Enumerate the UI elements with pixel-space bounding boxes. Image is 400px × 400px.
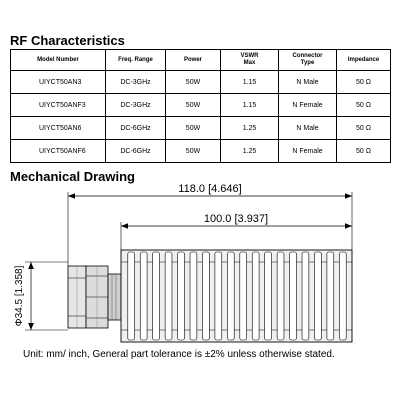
table-row	[11, 140, 391, 163]
heatsink-fin	[277, 252, 284, 340]
body-length-dimension	[121, 213, 352, 226]
mechanical-drawing	[0, 182, 400, 348]
model-number-cell: UIYCT50ANF6	[11, 140, 106, 163]
vswr-cell: 1.25	[221, 140, 279, 163]
power-cell: 50W	[166, 94, 221, 117]
n-connector	[68, 266, 121, 328]
connector-type-cell: N Male	[279, 117, 337, 140]
heatsink-fin	[327, 252, 334, 340]
heatsink-fin	[227, 252, 234, 340]
overall-length-dimension	[68, 183, 352, 196]
tolerance-note: Unit: mm/ inch, General part tolerance is ±2% unless otherwise stated.	[23, 349, 335, 360]
freq-range-cell: DC-6GHz	[106, 140, 166, 163]
vswr-cell: 1.15	[221, 71, 279, 94]
power-cell: 50W	[166, 71, 221, 94]
heatsink-fin	[252, 252, 259, 340]
model-number-cell: UIYCT50AN6	[11, 117, 106, 140]
column-header: Power	[166, 50, 221, 71]
connector-type-cell: N Female	[279, 140, 337, 163]
heatsink-body	[121, 250, 352, 342]
heatsink-fin	[153, 252, 160, 340]
heatsink-fin	[302, 252, 309, 340]
rf-spec-table	[10, 49, 391, 163]
diameter-dimension	[14, 262, 31, 330]
overall-length-label: 118.0 [4.646]	[178, 183, 242, 195]
body-length-label: 100.0 [3.937]	[203, 213, 269, 225]
vswr-cell: 1.15	[221, 94, 279, 117]
freq-range-cell: DC-6GHz	[106, 117, 166, 140]
heatsink-fin	[339, 252, 346, 340]
table-row	[11, 117, 391, 140]
power-cell: 50W	[166, 140, 221, 163]
rf-characteristics-title: RF Characteristics	[10, 33, 125, 48]
connector-type-cell: N Male	[279, 71, 337, 94]
diameter-label: Φ34.5 [1.358]	[14, 265, 25, 327]
mechanical-drawing-title: Mechanical Drawing	[10, 169, 135, 184]
heatsink-fin	[202, 252, 209, 340]
heatsink-fin	[240, 252, 247, 340]
freq-range-cell: DC-3GHz	[106, 94, 166, 117]
table-header-row	[11, 50, 391, 71]
impedance-cell: 50 Ω	[337, 117, 391, 140]
freq-range-cell: DC-3GHz	[106, 71, 166, 94]
column-header: Connector Type	[279, 50, 337, 71]
model-number-cell: UIYCT50AN3	[11, 71, 106, 94]
heatsink-fin	[178, 252, 185, 340]
column-header: Model Number	[11, 50, 106, 71]
heatsink-fin	[290, 252, 297, 340]
connector-type-cell: N Female	[279, 94, 337, 117]
impedance-cell: 50 Ω	[337, 140, 391, 163]
heatsink-fin	[128, 252, 135, 340]
heatsink-fin	[165, 252, 172, 340]
table-row	[11, 71, 391, 94]
heatsink-fin	[215, 252, 222, 340]
impedance-cell: 50 Ω	[337, 71, 391, 94]
model-number-cell: UIYCT50ANF3	[11, 94, 106, 117]
heatsink-fin	[314, 252, 321, 340]
impedance-cell: 50 Ω	[337, 94, 391, 117]
column-header: Impedance	[337, 50, 391, 71]
table-row	[11, 94, 391, 117]
vswr-cell: 1.25	[221, 117, 279, 140]
column-header: Freq. Range	[106, 50, 166, 71]
heatsink-fin	[140, 252, 147, 340]
heatsink-fin	[265, 252, 272, 340]
power-cell: 50W	[166, 117, 221, 140]
column-header: VSWR Max	[221, 50, 279, 71]
heatsink-fin	[190, 252, 197, 340]
